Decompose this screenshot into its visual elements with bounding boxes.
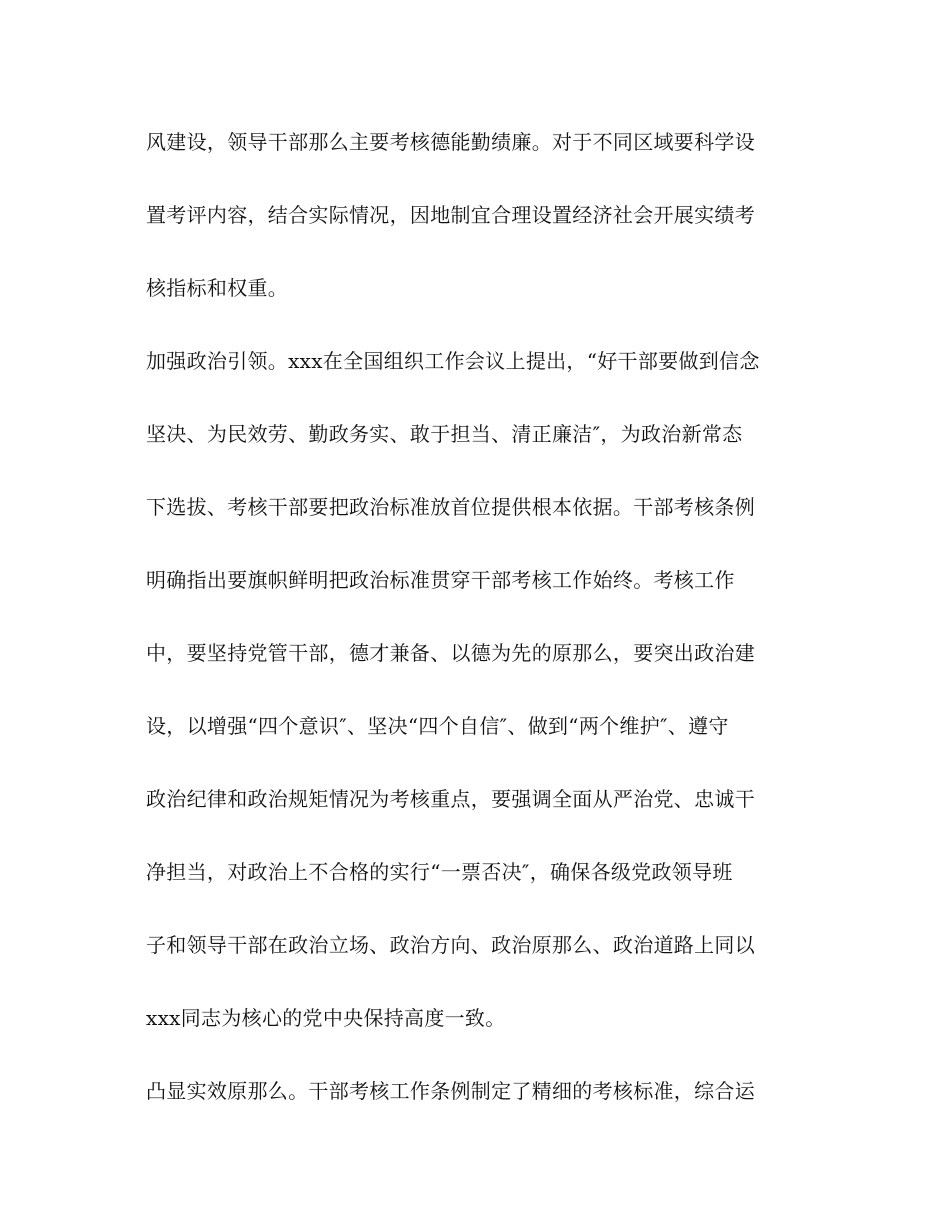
text-line: 凸显实效原那么。干部考核工作条例制定了精细的考核标准，综合运	[146, 1079, 755, 1103]
text-line: 中，要坚持党管干部，德才兼备、以德为先的原那么，要突出政治建	[146, 641, 755, 665]
text-line: 核指标和权重。	[146, 276, 289, 300]
text-line: 坚决、为民效劳、勤政务实、敢于担当、清正廉洁″，为政治新常态	[146, 422, 743, 446]
text-line: 置考评内容，结合实际情况，因地制宜合理设置经济社会开展实绩考	[146, 203, 755, 227]
text-line: 净担当，对政治上不合格的实行“一票否决″，确保各级党政领导班	[146, 860, 733, 884]
text-line: 政治纪律和政治规矩情况为考核重点，要强调全面从严治党、忠诚干	[146, 787, 755, 811]
text-line: 加强政治引领。xxx在全国组织工作会议上提出，“好干部要做到信念	[146, 349, 760, 373]
text-line: 子和领导干部在政治立场、政治方向、政治原那么、政治道路上同以	[146, 933, 755, 957]
text-line: 下选拔、考核干部要把政治标准放首位提供根本依据。干部考核条例	[146, 495, 755, 519]
text-line: 明确指出要旗帜鲜明把政治标准贯穿干部考核工作始终。考核工作	[146, 568, 735, 592]
text-line: 风建设，领导干部那么主要考核德能勤绩廉。对于不同区域要科学设	[146, 130, 755, 154]
text-line: 设，以增强“四个意识″、坚决“四个自信″、做到“两个维护″、遵守	[146, 714, 729, 738]
text-line: xxx同志为核心的党中央保持高度一致。	[146, 1006, 506, 1030]
